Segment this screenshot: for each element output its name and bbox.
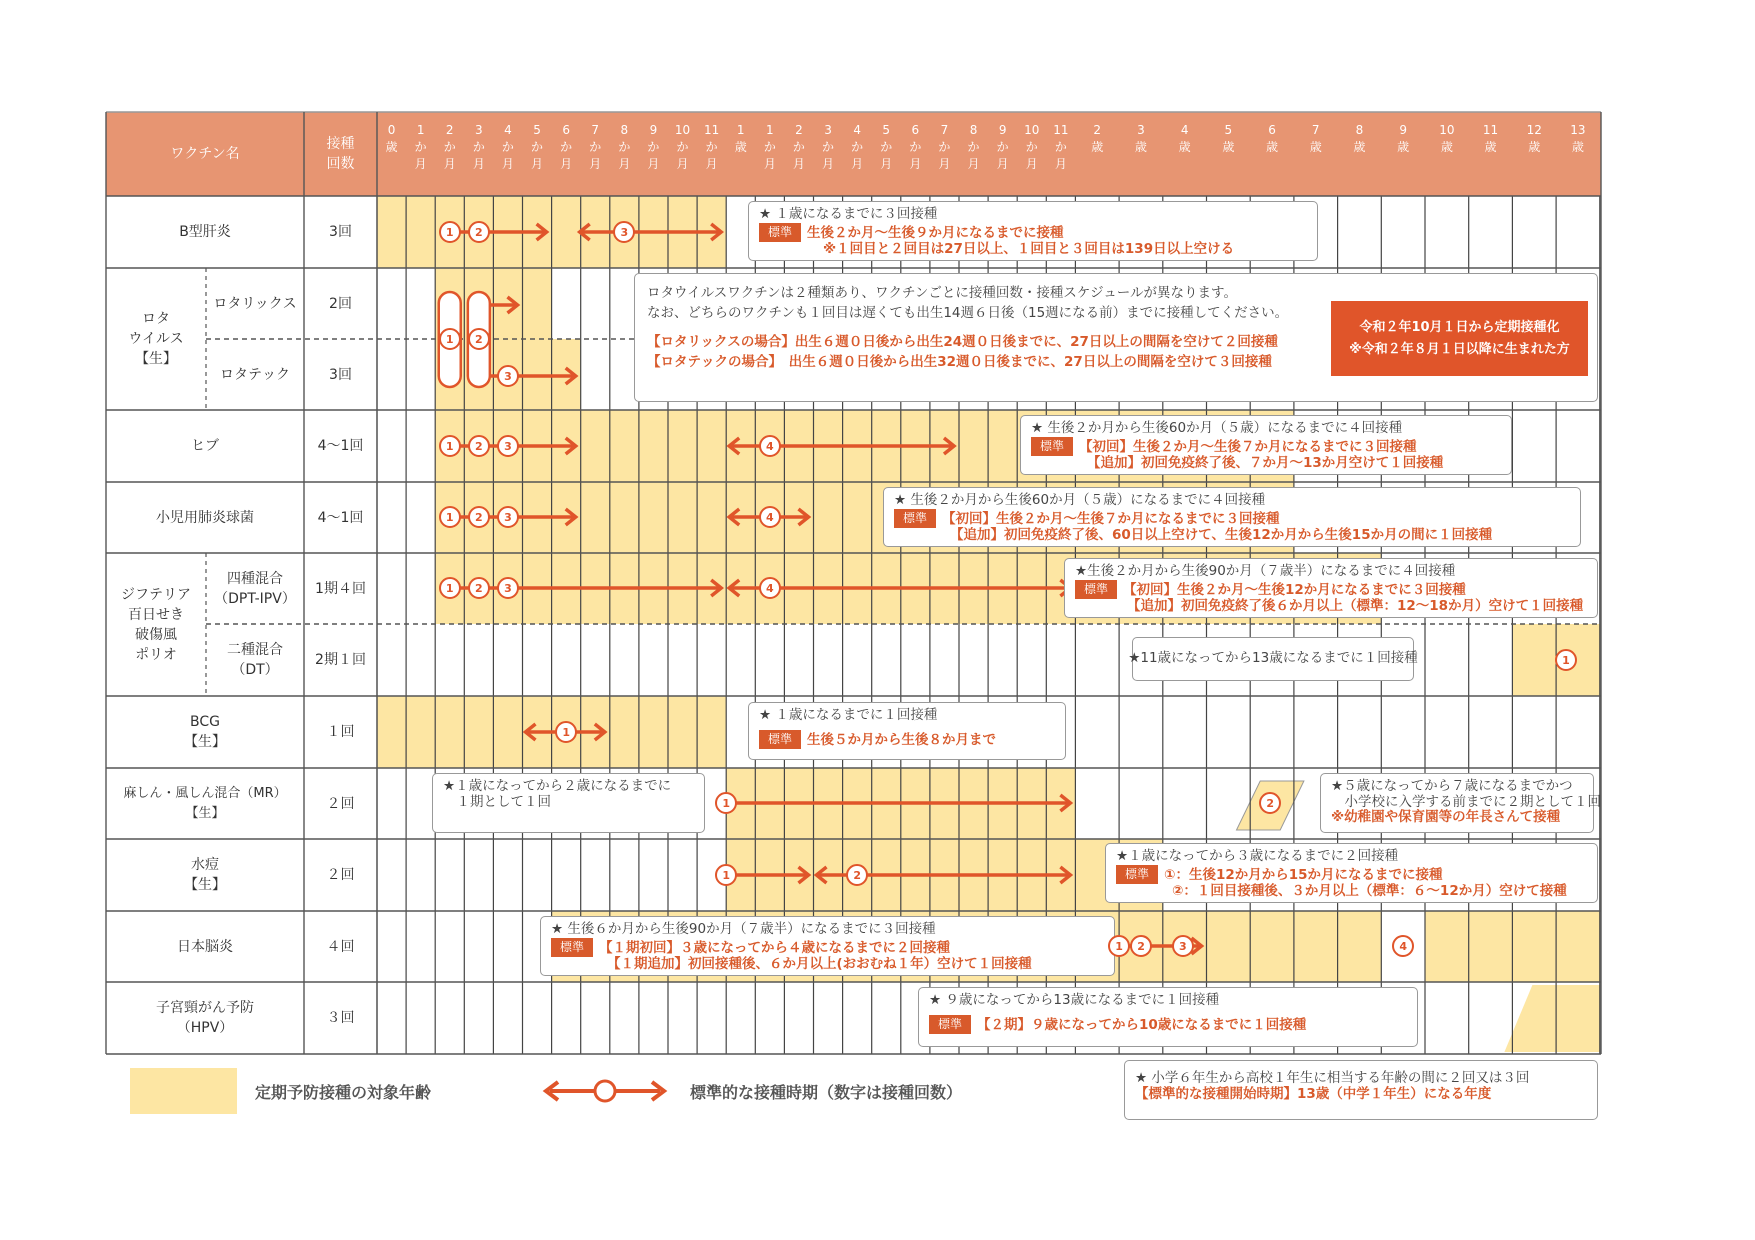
dose-marker: 3 bbox=[497, 577, 519, 599]
hpv-target-range bbox=[1504, 985, 1599, 1052]
note-pcv-line2: 【追加】初回免疫終了後、60日以上空けて、生後12か月から生後15か月の間に１回接種 bbox=[950, 527, 1493, 543]
age-column-label: 6 か 月 bbox=[560, 123, 573, 171]
standard-badge: 標準 bbox=[894, 509, 936, 529]
age-column-label: 11 か 月 bbox=[1053, 123, 1069, 171]
note-mr1 bbox=[432, 773, 705, 833]
legend-eligible-swatch bbox=[130, 1068, 237, 1114]
note-pcv bbox=[883, 487, 1581, 547]
vaccine-rota-group: ロタ ウイルス 【生】 bbox=[128, 311, 184, 367]
age-column-label: 9 歳 bbox=[1397, 123, 1410, 154]
count-hepb: 3回 bbox=[329, 224, 352, 240]
age-column-label: 10 か 月 bbox=[674, 123, 691, 171]
note-dptipv-title: ★生後２か月から生後90か月（７歳半）になるまでに４回接種 bbox=[1075, 563, 1456, 579]
note-mr1-line1: ★１歳になってから２歳になるまでに bbox=[443, 778, 672, 794]
vaccine-je: 日本脳炎 bbox=[177, 938, 233, 955]
age-column-label: 7 か 月 bbox=[938, 123, 951, 171]
dose-marker: 2 bbox=[846, 864, 868, 886]
count-rotateq: 3回 bbox=[329, 366, 352, 383]
note-hepb-title: ★ １歳になるまでに３回接種 bbox=[759, 206, 938, 222]
dose-marker: 1 bbox=[555, 721, 577, 743]
dose-marker: 1 bbox=[439, 328, 461, 350]
legend-eligible-label: 定期予防接種の対象年齢 bbox=[255, 1083, 432, 1102]
note-hib-title: ★ 生後２か月から生後60か月（５歳）になるまでに４回接種 bbox=[1031, 420, 1403, 436]
age-column-label: 1 か 月 bbox=[414, 123, 427, 171]
note-hib-line2: 【追加】初回免疫終了後、７か月～13か月空けて１回接種 bbox=[1087, 455, 1444, 471]
dose-marker: 1 bbox=[439, 577, 461, 599]
standard-badge: 標準 bbox=[1116, 865, 1158, 885]
note-bcg bbox=[748, 702, 1066, 760]
age-column-label: 7 か 月 bbox=[589, 123, 602, 171]
vaccine-dt: 二種混合 （DT） bbox=[227, 642, 283, 678]
legend-standard-arrow-icon bbox=[540, 1078, 670, 1104]
note-dptipv-line1: 【初回】生後２か月～生後12か月になるまでに３回接種 bbox=[1123, 581, 1466, 598]
count-hib: 4～1回 bbox=[317, 438, 364, 454]
note-hepb bbox=[748, 201, 1318, 261]
note-pcv-title: ★ 生後２か月から生後60か月（５歳）になるまでに４回接種 bbox=[894, 492, 1266, 508]
age-column-label: 3 歳 bbox=[1134, 123, 1147, 154]
dose-marker: 1 bbox=[715, 792, 737, 814]
dose-marker: 2 bbox=[1130, 935, 1152, 957]
age-column-label: 5 か 月 bbox=[880, 123, 893, 171]
count-dptipv: 1期４回 bbox=[315, 580, 366, 597]
count-dt: 2期１回 bbox=[315, 652, 366, 668]
vaccine-rotateq: ロタテック bbox=[220, 366, 290, 383]
note-dt-title: ★11歳になってから13歳になるまでに１回接種 bbox=[1128, 650, 1418, 667]
note-hepb-line2: ※１回目と２回目は27日以上、１回目と３回目は139日以上空ける bbox=[823, 241, 1235, 257]
dose-marker: 2 bbox=[468, 435, 490, 457]
age-column-label: 0 歳 bbox=[385, 123, 398, 154]
dose-marker: 4 bbox=[759, 577, 781, 599]
count-varicella: ２回 bbox=[326, 867, 355, 883]
vaccine-bcg: BCG 【生】 bbox=[184, 714, 226, 750]
rota-routine-notice bbox=[1331, 301, 1588, 376]
note-hpv-bottom-title: ★ 小学６年生から高校１年生に相当する年齢の間に２回又は３回 bbox=[1135, 1070, 1530, 1086]
rota-notice-line2: ※令和２年８月１日以降に生まれた方 bbox=[1349, 341, 1570, 357]
age-column-label: 11 歳 bbox=[1482, 123, 1499, 154]
vaccine-hepb: B型肝炎 bbox=[179, 224, 231, 240]
note-hpv-bottom bbox=[1124, 1060, 1598, 1120]
age-column-label: 1 か 月 bbox=[763, 123, 776, 171]
vaccine-varicella: 水痘 【生】 bbox=[184, 857, 226, 893]
dose-marker: 4 bbox=[759, 506, 781, 528]
vaccine-hpv: 子宮頸がん予防 （HPV） bbox=[156, 1000, 254, 1036]
dose-marker: 2 bbox=[1259, 792, 1281, 814]
vaccine-dpt-group: ジフテリア 百日せき 破傷風 ポリオ bbox=[121, 586, 191, 663]
age-column-label: 6 歳 bbox=[1266, 123, 1279, 154]
standard-badge: 標準 bbox=[759, 223, 801, 243]
vaccine-rotarix: ロタリックス bbox=[213, 295, 297, 312]
vaccine-mr: 麻しん・風しん混合（MR） 【生】 bbox=[123, 785, 287, 821]
note-varicella-title: ★１歳になってから３歳になるまでに２回接種 bbox=[1116, 848, 1399, 864]
note-hpv-line1: 【２期】９歳になってから10歳になるまでに１回接種 bbox=[977, 1016, 1307, 1033]
note-mr2-line1: ★５歳になってから７歳になるまでかつ bbox=[1331, 778, 1573, 794]
dose-marker: 3 bbox=[497, 435, 519, 457]
note-rota-line4: 【ロタテックの場合】 出生６週０日後から出生32週０日後までに、27日以上の間隔を空けて３回接種 bbox=[647, 353, 1272, 370]
dose-marker: 1 bbox=[715, 864, 737, 886]
vaccine-dptipv: 四種混合 （DPT-IPV） bbox=[214, 570, 296, 607]
note-pcv-line1: 【初回】生後２か月～生後７か月になるまでに３回接種 bbox=[942, 510, 1280, 527]
dose-marker: 3 bbox=[497, 365, 519, 387]
age-column-label: 4 歳 bbox=[1178, 123, 1191, 154]
note-hpv-bottom-line1: 【標準的な接種開始時期】13歳（中学１年生）になる年度 bbox=[1135, 1085, 1492, 1102]
age-column-label: 11 か 月 bbox=[704, 123, 720, 171]
note-hpv-title: ★ ９歳になってから13歳になるまでに１回接種 bbox=[929, 992, 1220, 1008]
dose-marker: 1 bbox=[1555, 649, 1577, 671]
count-je: ４回 bbox=[326, 938, 355, 955]
note-hepb-line1: 生後２か月～生後９か月になるまでに接種 bbox=[807, 224, 1064, 241]
age-column-label: 1 歳 bbox=[734, 123, 747, 154]
vaccine-hib: ヒブ bbox=[191, 438, 219, 454]
dose-marker: 4 bbox=[1392, 935, 1414, 957]
note-varicella bbox=[1105, 843, 1598, 903]
count-mr: ２回 bbox=[326, 795, 355, 812]
note-bcg-title: ★ １歳になるまでに１回接種 bbox=[759, 707, 938, 723]
age-column-label: 8 か 月 bbox=[967, 123, 980, 171]
note-rota-line1: ロタウイルスワクチンは２種類あり、ワクチンごとに接種回数・接種スケジュールが異なります。 bbox=[647, 285, 1237, 301]
age-column-label: 3 か 月 bbox=[472, 123, 485, 171]
note-hib-line1: 【初回】生後２か月～生後７か月になるまでに３回接種 bbox=[1079, 438, 1417, 455]
age-column-label: 5 歳 bbox=[1222, 123, 1235, 154]
age-column-label: 8 歳 bbox=[1353, 123, 1366, 154]
note-je-line1: 【１期初回】３歳になってから４歳になるまでに２回接種 bbox=[599, 939, 951, 956]
age-column-label: 5 か 月 bbox=[531, 123, 544, 171]
count-rotarix: 2回 bbox=[329, 295, 352, 312]
age-column-label: 8 か 月 bbox=[618, 123, 631, 171]
standard-badge: 標準 bbox=[1031, 437, 1073, 457]
note-je-line2: 【１期追加】初回接種後、６か月以上(おおむね１年）空けて１回接種 bbox=[607, 956, 1032, 972]
dose-marker: 1 bbox=[439, 506, 461, 528]
age-column-label: 9 か 月 bbox=[647, 123, 660, 171]
standard-badge: 標準 bbox=[759, 730, 801, 750]
note-hib bbox=[1020, 415, 1512, 475]
note-mr2-line2: 小学校に入学する前までに２期として１回 bbox=[1331, 793, 1601, 810]
age-column-label: 4 か 月 bbox=[851, 123, 864, 171]
note-bcg-line1: 生後５か月から生後８か月まで bbox=[807, 731, 997, 748]
note-mr2-line3: ※幼稚園や保育園等の年長さんて接種 bbox=[1331, 809, 1561, 825]
standard-badge: 標準 bbox=[929, 1015, 971, 1035]
vaccine-pcv: 小児用肺炎球菌 bbox=[156, 509, 254, 526]
age-column-label: 2 か 月 bbox=[443, 123, 456, 171]
note-hpv bbox=[918, 987, 1418, 1047]
header-dose-count: 接種 回数 bbox=[326, 136, 355, 172]
note-je-title: ★ 生後６か月から生後90か月（７歳半）になるまでに３回接種 bbox=[551, 921, 936, 937]
legend-standard-label: 標準的な接種時期（数字は接種回数） bbox=[690, 1083, 963, 1102]
standard-badge: 標準 bbox=[551, 938, 593, 958]
age-column-label: 3 か 月 bbox=[822, 123, 835, 171]
age-column-label: 9 か 月 bbox=[996, 123, 1009, 171]
count-pcv: 4～1回 bbox=[317, 509, 364, 526]
dose-marker: 2 bbox=[468, 577, 490, 599]
note-varicella-line1: ①：生後12か月から15か月になるまでに接種 bbox=[1164, 866, 1443, 883]
note-varicella-line2: ②：１回目接種後、３か月以上（標準：６～12か月）空けて接種 bbox=[1172, 883, 1567, 899]
age-column-label: 10 歳 bbox=[1439, 123, 1455, 154]
note-rota-line2: なお、どちらのワクチンも１回目は遅くても出生14週６日後（15週になる前）までに接種してください。 bbox=[647, 304, 1289, 321]
note-mr2 bbox=[1320, 773, 1601, 833]
age-column-label: 2 か 月 bbox=[792, 123, 805, 171]
dose-marker: 3 bbox=[1172, 935, 1194, 957]
rota-notice-line1: 令和２年10月１日から定期接種化 bbox=[1359, 319, 1560, 335]
age-column-label: 6 か 月 bbox=[909, 123, 922, 171]
note-dptipv bbox=[1064, 558, 1598, 618]
note-mr1-line2: １期として１回 bbox=[443, 793, 551, 810]
age-column-label: 7 歳 bbox=[1309, 123, 1322, 154]
count-bcg: １回 bbox=[326, 724, 355, 740]
standard-badge: 標準 bbox=[1075, 580, 1117, 600]
count-hpv: ３回 bbox=[326, 1010, 355, 1026]
note-dt bbox=[1128, 637, 1418, 681]
age-column-label: 4 か 月 bbox=[501, 123, 514, 171]
note-dptipv-line2: 【追加】初回免疫終了後６か月以上（標準：12～18か月）空けて１回接種 bbox=[1127, 598, 1584, 614]
dose-marker: 2 bbox=[468, 328, 490, 350]
note-je bbox=[540, 916, 1115, 976]
dose-marker: 3 bbox=[613, 221, 635, 243]
age-column-label: 10 か 月 bbox=[1024, 123, 1040, 171]
dose-marker: 1 bbox=[439, 435, 461, 457]
dose-marker: 2 bbox=[468, 506, 490, 528]
dose-marker: 2 bbox=[468, 221, 490, 243]
dose-marker: 1 bbox=[1108, 935, 1130, 957]
dose-marker: 1 bbox=[439, 221, 461, 243]
age-column-label: 13 歳 bbox=[1570, 123, 1586, 154]
note-rota-line3: 【ロタリックスの場合】出生６週０日後から出生24週０日後までに、27日以上の間隔を空けて２回接種 bbox=[647, 334, 1278, 350]
age-column-label: 2 歳 bbox=[1091, 123, 1104, 154]
header-vaccine-name: ワクチン名 bbox=[170, 146, 240, 162]
age-column-label: 12 歳 bbox=[1526, 123, 1542, 154]
dose-marker: 4 bbox=[759, 435, 781, 457]
dose-marker: 3 bbox=[497, 506, 519, 528]
